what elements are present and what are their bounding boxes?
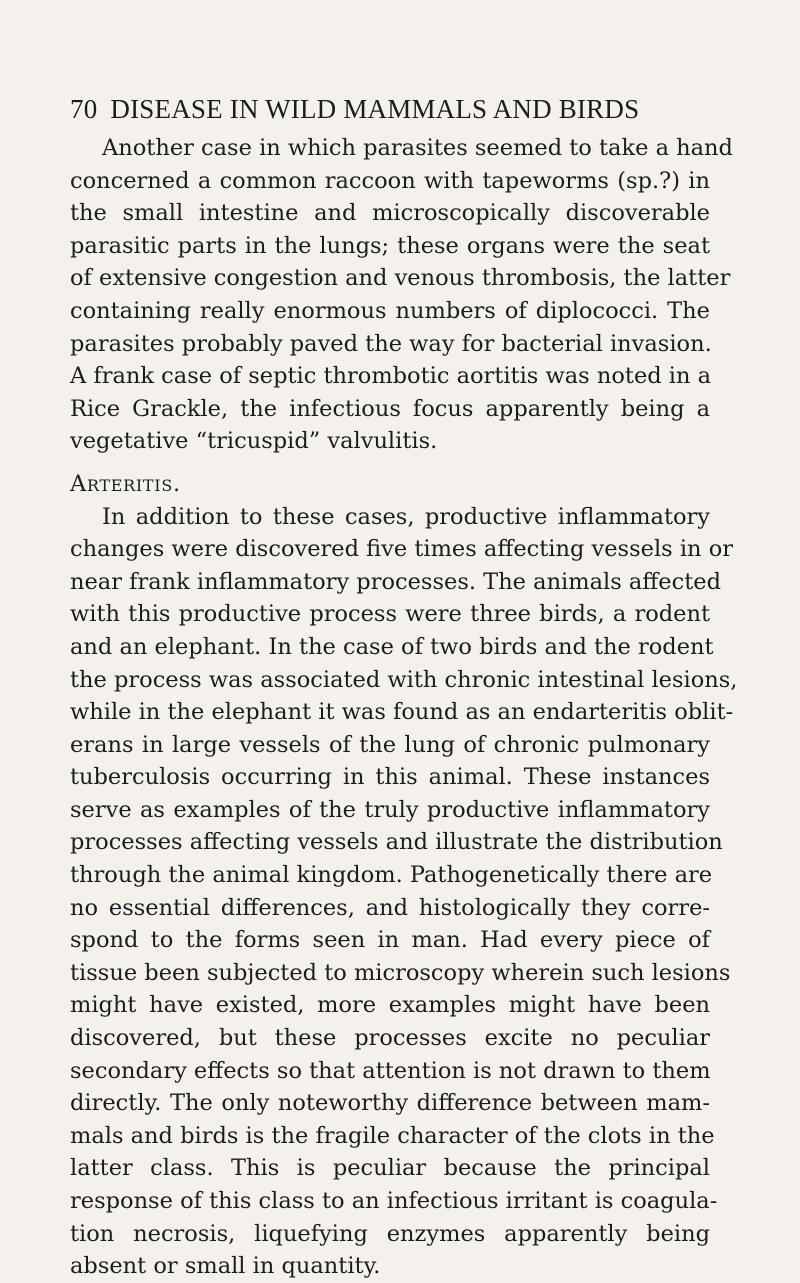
paragraph-line: of extensive congestion and venous thrombosis, the latter xyxy=(70,265,731,292)
paragraph-line: discovered, but these processes excite no peculiar xyxy=(70,1025,710,1052)
paragraph-line: spond to the forms seen in man. Had every piece of xyxy=(70,927,710,954)
paragraph-line: response of this class to an infectious irritant is coagula- xyxy=(70,1188,718,1214)
paragraph-line: might have existed, more examples might have been xyxy=(70,992,710,1019)
paragraph-line: tuberculosis occurring in this animal. These instances xyxy=(70,764,710,791)
paragraph-line: the process was associated with chronic intestinal lesions, xyxy=(70,666,738,693)
paragraph-line: through the animal kingdom. Pathogenetically there are xyxy=(70,862,713,889)
paragraph-line: erans in large vessels of the lung of chronic pulmonary xyxy=(70,731,710,758)
paragraph-line: the small intestine and microscopically discoverable xyxy=(70,200,710,227)
paragraph-line: and an elephant. In the case of two birds and the rodent xyxy=(70,633,714,660)
page-title: DISEASE IN WILD MAMMALS AND BIRDS xyxy=(110,94,640,124)
paragraph-line: directly. The only noteworthy difference between mam- xyxy=(70,1090,710,1117)
paragraph-line: latter class. This is peculiar because the principal xyxy=(70,1155,710,1182)
paragraph-line: with this productive process were three birds, a rodent xyxy=(70,601,710,628)
paragraph-line: mals and birds is the fragile character of the clots in the xyxy=(70,1122,715,1149)
paragraph-line: no essential differences, and histologically they corre- xyxy=(70,894,710,921)
paragraph-line: Rice Grackle, the infectious focus apparently being a xyxy=(70,395,710,422)
paragraph-line: containing really enormous numbers of diplococci. The xyxy=(70,297,710,324)
paragraph-line: secondary effects so that attention is not drawn to them xyxy=(70,1057,711,1084)
paragraph-line: parasites probably paved the way for bacterial invasion. xyxy=(70,330,712,357)
paragraph-line: tissue been subjected to microscopy wherein such lesions xyxy=(70,959,731,986)
paragraph-line: Another case in which parasites seemed to take a hand xyxy=(102,135,733,161)
paragraph-line: parasitic parts in the lungs; these organs were the seat xyxy=(70,232,710,259)
body-text xyxy=(70,132,738,1283)
paragraph-line: near frank inflammatory processes. The animals affected xyxy=(70,568,721,595)
paragraph-line: changes were discovered five times affecting vessels in or xyxy=(70,536,734,563)
paragraph-line: while in the elephant it was found as an endarteritis oblit- xyxy=(70,699,734,726)
paragraph-line: serve as examples of the truly productive inflammatory xyxy=(70,796,710,823)
paragraph-line: In addition to these cases, productive inflammatory xyxy=(102,503,710,530)
paragraph-line: absent or small in quantity. xyxy=(70,1253,381,1280)
page-number: 70 xyxy=(70,94,98,124)
paragraph-line: concerned a common raccoon with tapeworms (sp.?) in xyxy=(70,167,710,194)
running-head xyxy=(70,92,710,126)
paragraph-line: vegetative “tricuspid” valvulitis. xyxy=(70,428,438,455)
paragraph-line: tion necrosis, liquefying enzymes apparently being xyxy=(70,1220,710,1247)
paragraph-line: A frank case of septic thrombotic aortitis was noted in a xyxy=(70,363,712,390)
paragraph-line: processes affecting vessels and illustrate the distribution xyxy=(70,829,723,856)
section-heading: Arteritis. xyxy=(70,470,181,497)
